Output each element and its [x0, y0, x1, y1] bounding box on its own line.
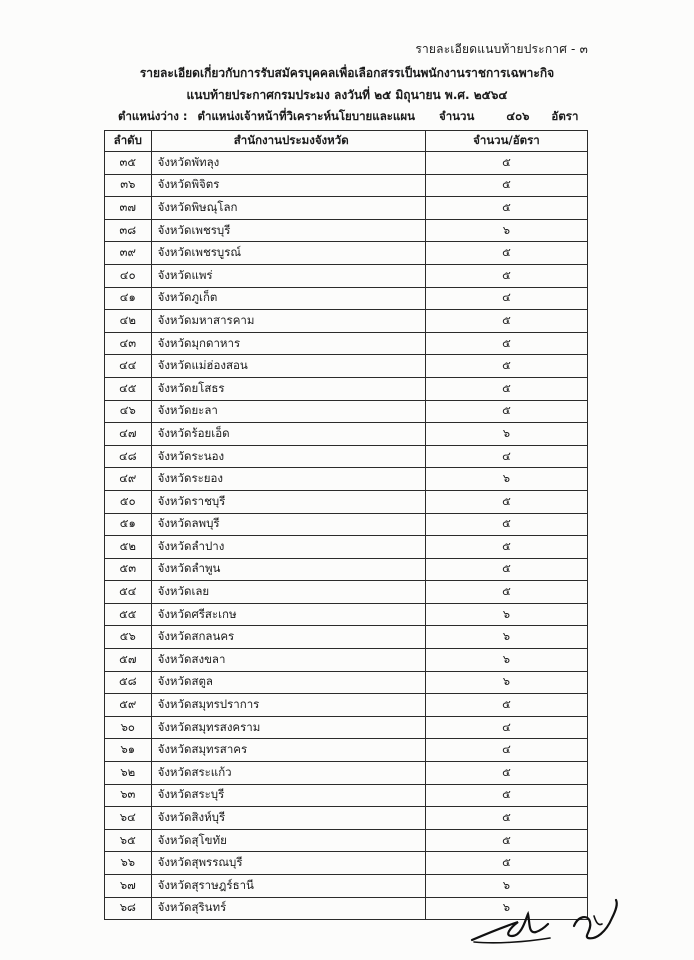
table-row	[105, 649, 588, 672]
row-number: ๕๘	[105, 671, 152, 694]
row-office: จังหวัดสิงห์บุรี	[151, 807, 425, 830]
row-office: จังหวัดมหาสารคาม	[151, 310, 425, 333]
position-label: ตำแหน่งว่าง :	[118, 109, 188, 123]
row-number: ๖๕	[105, 829, 152, 852]
table-row	[105, 423, 588, 446]
table-row	[105, 852, 588, 875]
row-number: ๔๙	[105, 468, 152, 491]
row-quantity: ๕	[425, 152, 587, 175]
table-row	[105, 242, 588, 265]
row-office: จังหวัดลำปาง	[151, 536, 425, 559]
table-row	[105, 671, 588, 694]
row-quantity: ๕	[425, 197, 587, 220]
row-quantity: ๖	[425, 897, 587, 920]
row-office: จังหวัดสกลนคร	[151, 626, 425, 649]
table-row	[105, 626, 588, 649]
row-quantity: ๕	[425, 558, 587, 581]
row-office: จังหวัดยโสธร	[151, 377, 425, 400]
row-quantity: ๕	[425, 694, 587, 717]
row-office: จังหวัดสงขลา	[151, 649, 425, 672]
row-number: ๖๓	[105, 784, 152, 807]
row-quantity: ๕	[425, 829, 587, 852]
table-row	[105, 603, 588, 626]
table-row	[105, 445, 588, 468]
header-office: สำนักงานประมงจังหวัด	[151, 131, 425, 152]
row-number: ๔๐	[105, 264, 152, 287]
row-office: จังหวัดสมุทรปราการ	[151, 694, 425, 717]
row-office: จังหวัดลำพูน	[151, 558, 425, 581]
row-number: ๖๔	[105, 807, 152, 830]
row-number: ๖๗	[105, 875, 152, 898]
table-row	[105, 355, 588, 378]
header-no: ลำดับ	[105, 131, 152, 152]
row-office: จังหวัดสมุทรสงคราม	[151, 716, 425, 739]
count-value: ๔๐๖	[506, 109, 530, 123]
row-quantity: ๔	[425, 445, 587, 468]
count-label: จำนวน	[438, 109, 475, 123]
table-row	[105, 287, 588, 310]
row-office: จังหวัดระนอง	[151, 445, 425, 468]
table-row	[105, 152, 588, 175]
table-row	[105, 558, 588, 581]
row-office: จังหวัดยะลา	[151, 400, 425, 423]
row-quantity: ๖	[425, 671, 587, 694]
row-quantity: ๕	[425, 762, 587, 785]
row-quantity: ๕	[425, 174, 587, 197]
row-number: ๔๘	[105, 445, 152, 468]
row-number: ๔๔	[105, 355, 152, 378]
signature	[466, 896, 636, 954]
row-office: จังหวัดภูเก็ต	[151, 287, 425, 310]
row-quantity: ๕	[425, 852, 587, 875]
table-row	[105, 377, 588, 400]
row-quantity: ๕	[425, 513, 587, 536]
count-unit: อัตรา	[551, 109, 579, 123]
row-quantity: ๖	[425, 423, 587, 446]
row-office: จังหวัดเพชรบูรณ์	[151, 242, 425, 265]
row-number: ๕๑	[105, 513, 152, 536]
row-quantity: ๕	[425, 490, 587, 513]
row-number: ๓๗	[105, 197, 152, 220]
row-office: จังหวัดศรีสะเกษ	[151, 603, 425, 626]
table-row	[105, 807, 588, 830]
table-row	[105, 739, 588, 762]
row-quantity: ๕	[425, 784, 587, 807]
row-number: ๖๒	[105, 762, 152, 785]
row-number: ๔๖	[105, 400, 152, 423]
row-office: จังหวัดสมุทรสาคร	[151, 739, 425, 762]
table-row	[105, 581, 588, 604]
table-row	[105, 310, 588, 333]
row-quantity: ๔	[425, 287, 587, 310]
table-row	[105, 468, 588, 491]
table-row	[105, 762, 588, 785]
table-row	[105, 197, 588, 220]
row-number: ๕๙	[105, 694, 152, 717]
position-value: ตำแหน่งเจ้าหน้าที่วิเคราะห์นโยบายและแผน	[197, 109, 415, 123]
row-quantity: ๕	[425, 807, 587, 830]
row-number: ๕๕	[105, 603, 152, 626]
row-office: จังหวัดมุกดาหาร	[151, 332, 425, 355]
row-quantity: ๖	[425, 468, 587, 491]
row-office: จังหวัดพิษณุโลก	[151, 197, 425, 220]
row-number: ๓๖	[105, 174, 152, 197]
table-row	[105, 174, 588, 197]
row-office: จังหวัดราชบุรี	[151, 490, 425, 513]
table-row	[105, 400, 588, 423]
row-number: ๔๕	[105, 377, 152, 400]
row-quantity: ๕	[425, 377, 587, 400]
header-qty: จำนวน/อัตรา	[425, 131, 587, 152]
row-office: จังหวัดสุพรรณบุรี	[151, 852, 425, 875]
document-subtitle: แนบท้ายประกาศกรมประมง ลงวันที่ ๒๕ มิถุนายน พ.ศ. ๒๕๖๔	[186, 88, 508, 102]
row-quantity: ๖	[425, 626, 587, 649]
position-line	[118, 108, 578, 126]
row-quantity: ๖	[425, 603, 587, 626]
row-quantity: ๕	[425, 264, 587, 287]
row-quantity: ๖	[425, 649, 587, 672]
document-title: รายละเอียดเกี่ยวกับการรับสมัครบุคคลเพื่อเลือกสรรเป็นพนักงานราชการเฉพาะกิจ	[139, 66, 555, 80]
row-office: จังหวัดสุรินทร์	[151, 897, 425, 920]
row-office: จังหวัดสุโขทัย	[151, 829, 425, 852]
table-row	[105, 875, 588, 898]
row-office: จังหวัดระยอง	[151, 468, 425, 491]
row-quantity: ๕	[425, 242, 587, 265]
row-office: จังหวัดพิจิตร	[151, 174, 425, 197]
row-office: จังหวัดเพชรบุรี	[151, 219, 425, 242]
table-row	[105, 694, 588, 717]
table-row	[105, 829, 588, 852]
attachment-reference: รายละเอียดแนบท้ายประกาศ - ๓	[415, 42, 588, 56]
row-number: ๕๒	[105, 536, 152, 559]
row-office: จังหวัดสระบุรี	[151, 784, 425, 807]
row-office: จังหวัดแพร่	[151, 264, 425, 287]
row-number: ๕๐	[105, 490, 152, 513]
table-row	[105, 264, 588, 287]
row-number: ๖๖	[105, 852, 152, 875]
positions-table	[104, 130, 588, 920]
row-office: จังหวัดสระแก้ว	[151, 762, 425, 785]
row-number: ๕๗	[105, 649, 152, 672]
row-office: จังหวัดเลย	[151, 581, 425, 604]
row-number: ๔๗	[105, 423, 152, 446]
table-row	[105, 513, 588, 536]
row-number: ๔๑	[105, 287, 152, 310]
row-office: จังหวัดสตูล	[151, 671, 425, 694]
row-number: ๔๒	[105, 310, 152, 333]
row-office: จังหวัดสุราษฎร์ธานี	[151, 875, 425, 898]
row-number: ๓๙	[105, 242, 152, 265]
table-row	[105, 490, 588, 513]
row-number: ๖๑	[105, 739, 152, 762]
row-number: ๖๘	[105, 897, 152, 920]
row-quantity: ๕	[425, 332, 587, 355]
row-number: ๕๖	[105, 626, 152, 649]
table-row	[105, 219, 588, 242]
row-number: ๕๔	[105, 581, 152, 604]
row-quantity: ๕	[425, 536, 587, 559]
table-body	[105, 152, 588, 920]
row-office: จังหวัดร้อยเอ็ด	[151, 423, 425, 446]
row-number: ๓๘	[105, 219, 152, 242]
row-number: ๔๓	[105, 332, 152, 355]
row-office: จังหวัดพัทลุง	[151, 152, 425, 175]
table-row	[105, 332, 588, 355]
row-number: ๖๐	[105, 716, 152, 739]
table-row	[105, 716, 588, 739]
row-quantity: ๕	[425, 581, 587, 604]
row-office: จังหวัดแม่ฮ่องสอน	[151, 355, 425, 378]
row-quantity: ๔	[425, 716, 587, 739]
row-number: ๓๕	[105, 152, 152, 175]
table-row	[105, 536, 588, 559]
row-quantity: ๕	[425, 310, 587, 333]
row-number: ๕๓	[105, 558, 152, 581]
row-quantity: ๔	[425, 739, 587, 762]
row-quantity: ๖	[425, 219, 587, 242]
table-row	[105, 784, 588, 807]
table-header-row	[105, 131, 588, 152]
row-quantity: ๕	[425, 400, 587, 423]
row-quantity: ๕	[425, 355, 587, 378]
row-quantity: ๖	[425, 875, 587, 898]
row-office: จังหวัดลพบุรี	[151, 513, 425, 536]
